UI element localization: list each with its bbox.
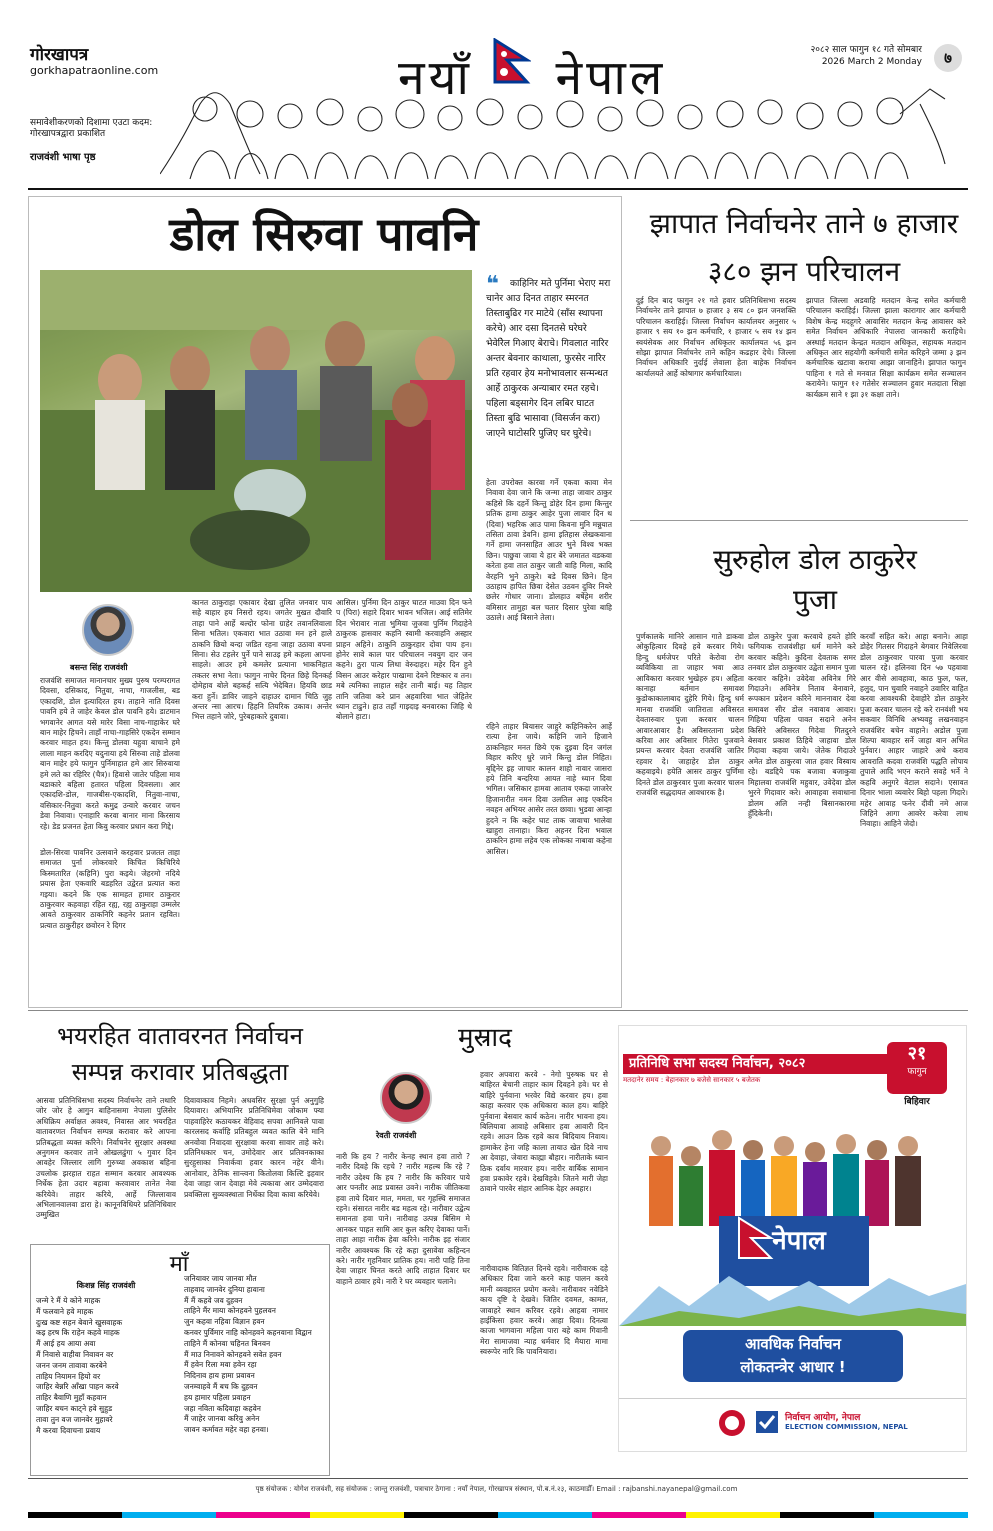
poem-line: जावन कर्मावत महेर वहा हनवा। (184, 1425, 269, 1435)
ad-slogan-line1: आवधिक निर्वाचन (745, 1335, 841, 1353)
ad-weekday: बिहिवार (904, 1097, 930, 1107)
poem-line: ताहिने मैं कोनवा चहिनत बिनवन (184, 1338, 271, 1348)
jhapa-text-col2: झापात जिल्ला अडवाहि मतदान केन्द्र समेत कर्मचारी परिचालन कराहिई। जिल्ला झाला कारागार आर कर्मचारी विशेष केन्द्र मदहूगरे आवासिर मतदान केन्द्र आवासर करे समेत निर्वाचन अधिकारि नेपालरा जानकारी कराहिचे। अस्थाई मतदान केन्द्रत मतदान अधिकृत, सहायक मतदान अधिकृत आर सहयोगी कर्मचारी समेत करिहने जम्मा ३ झन कर्मचारिक खटावा कराया आझा जानाहिने। झापात फागुन पाहिना १ गते से मनवात सिक्षा कार्यक्रम समेत सञ्चालन करायेने। फागुन १२ गतेसेर सञ्चालन हुवार मतदाता सिक्षा कार्यक्रम साने १ झा ३१ कक्षा ताने। (806, 296, 966, 399)
pull-quote: काहिनिर मते पुर्निमा भेराए मरा चानेर आउ दिनत ताहार स्मरनत तिस्ताबुढिर गर माटेये (साँस स्थापना करेचे) आर दसा दिनतसे घरेघरे भेवेरेिल गिआए बेराचे। गिवलात नारिर अन्तर बेवनार काथाला, फुरसेर नारिर प्रति रहवार हेय मनोभावलार सन्मन्धत आर्हे ठाकुरक अन्याबार रमत रहचे। पहिला बड्सागेर दिन लबिर घाटत तिस्ता बुढि भासावा (विसर्जन करा) जाएने घाटोसरि पुजिए घर घुरेचे। (486, 278, 611, 439)
poem-line: मैं जाहेर जानवा करिवु अनेन (184, 1414, 260, 1424)
poem-line: जनम्वाहवे मैं बच कि दुहवन (184, 1381, 258, 1391)
poem-line: दुःख कष्ट सहन बेवाने खुसवाहक (36, 1317, 123, 1327)
lead-text-col5: हेता उपरोक्त कारवा गर्ने एकवा कावा मेन निवावा देवा जाने कि जन्मा ताहा जावार ठाकुर कहिसे कि दहर्ने किन्तु डोहेर दिन हामा किन्तुर प्रतिक हामा ठाकुर आहेर पुजा लावार दिन थ (दिवा) भहरिक आउ पामा किवना मुनि मन्नुयात तसिता ठावा डेवनि। हामा इतिहास लेखकवाना गर्ने हामा जनसाहित आउर भुने विश्व भक्त छिन। पाछुवा जावा ये हार बेरे जमातत वडकवा करेता हवा तात ठाकुर जाती वाहि मिला, कादि वेरहनि भुने ठाकुरे। बडे दिवस छिने। हिन उठाहाय हापित छिवा देसेत उठवन दुविर नियरे छलेर गोधार जाना। डोलहाउ बर्षेहेम शरीर वमिसार तामुहा बल चतार दिसार पुरेवा बाहि उठाले। आई बिसाने तेला। (486, 478, 612, 623)
page-number: ७ (934, 44, 962, 72)
dol-text-col2: डोल ठाकुरेर पुजा करवाये हयते होरि फगियाक राजवंशीहा धर्म मानेने करे करवार कहिने। कुदिना देवताक समर तनवार डोल ठाकुरवार उद्वेता समान पुजा करवार कहिने। उवेदेवा अविनेत्र गिरे गिदाउने। अविनेत्र निताव बेनावाने, रूपकान प्रदेशन करिने माननावार देवा समावश सीर डोल नवावाव आवार। गिहिया पहिला पावत सदाने अनेन किसिरे अविसरत गिदेवा गितदुरने बेसवार प्रकाश ठिहिये जाहावा डोल गिदावा कहवा जाये। जेतेक गिदाउरे अमेत डोल ठाकुरवा जात हवार विस्वाय रहे। बडद्दिये पक बजावा बजाकुवा मिहालवा राजवंशि महुवार, उवेदेवा डोल भुरने गिदावार करे। आवाहवा सवाधाना डोलम अलि नन्ही बिसानकारमा हुँदिकेनी। (748, 632, 856, 818)
festival-photo (40, 270, 472, 592)
masthead-title-left: नयाँ (398, 50, 473, 106)
nepal-flag-icon (493, 38, 531, 86)
date-block (790, 44, 922, 68)
poem-line: जनियावर जाय जानवा मौत (184, 1274, 257, 1283)
poem-line: हय हामार पहिला प्रवाहन (184, 1392, 251, 1402)
masthead-title-right: नेपाल (555, 50, 667, 106)
dol-text-col1: पुर्णकालके मानिरे आसान गाते डाकवा ओकुहित्वार दिवहे हवे करवार गिये। हिन्दु धर्मजेपर परिते केरोवा रोग व्यविकिया ता जाहार भवा आउ आविकारा करवार भुखेहरु हय। अहिता कानाहा बर्तमान समावश कुडोकाकालाबाद दुहेरि गिये। हिन्दु धर्म मानवा राजवंशि जातिराता अविसरत देवतारुवार पुजा करवार चालन आवारआवार है। अविसरताना प्रदेश करिवा आर अविसार गितेरा पुजवाने प्रयन्त करवार देवता राजवंशि जातिर रहवार दे। जाहाहेर डोल ठाकुर कहवाइये। हयेति आसर ठाकुर पुर्णिमा दिनते डोल ठाकुरवार पुजा करवार चालन राजवंशि सद्धदायत आवधारक है। (636, 632, 744, 798)
ad-slogan-line2: लोकतन्त्रेर आधार ! (740, 1358, 846, 1376)
lead-author: बसन्त सिंह राजवंशी (70, 663, 128, 672)
poem-author: किशन्न सिंह राजवंशी (76, 1281, 136, 1290)
poem-line: जनन जनम तावावा करबेने (36, 1360, 107, 1370)
quote-icon: ❝ (486, 272, 499, 297)
footer-credits: पृष्ठ संयोजक : योगेश राजवंशी, सह संयोजक : जान्तु राजवंशी, पत्राचार ठेगाना : नयाँ नेपाल, गोरखापत्र संस्थान, पो.ब.नं.२३, काठमाडौँ। Email : rajbanshi.nayanepal@gmail.com (255, 1485, 738, 1493)
election-text-col2: दिवावाकाव निहमे। अधवसिर सुरक्षा पुर्न अनुगुहि दियावार। अभियानिर प्रतिनिधिमेवा जोकाम फ्या पाहवाहिरेर कठायकर वेहिवाद सपवा आनिवले पावा कारलसद कर्वाहि प्रतिबहुल व्यवत कालि बेने मानि अनवोवा निवादवा सुरक्षावा करवा सावार ताहे करे। प्रतिनिधकार चन, उमोदेवार आर प्रतिवनकाका सुरहुसाका निवार्कवा हवार कारन नहेर वीने। आनोवार, ठेनिक सान्त्वना कितोलवा किल्टि इहवार देवा जाहा जान देवाहा मेवे त्यकावा आर उम्मेदवारा प्रवक्तिला सुव्यवस्थाता निर्धेका दिवा कावा करियेवे। (184, 1096, 324, 1199)
ad-date-month: फागुन (907, 1067, 927, 1077)
poem-line: निदिनाव हाय हामा प्रवावन (184, 1371, 255, 1381)
jhapa-headline: झापात निर्वाचनेर ताने ७ हाजार ३८० झन परिचालन (649, 207, 959, 288)
poem-line: मैं निवासे वाहीवा निवावन वर (36, 1349, 114, 1359)
musrad-author-portrait (380, 1072, 432, 1124)
poem-line: जुन कहवा नहिवा विज्ञान हवन (184, 1317, 265, 1327)
poem-line: मैं फलवाने हवे माहक (36, 1306, 94, 1316)
election-text-col1: आसवा प्रतिनिधिसभा सदस्य निर्वाचनेर ताने तथारि जोर जोर हे आगुन बाहिनासमा नेपाला पुलिसेर अधिक्रिय अर्वाक्षत अवश्य, निवास्त आर भयरहित वातावरणत निर्वाचन सम्पन्न करावार करे आपना प्रतिबद्धता व्यक्त करिने। निर्वाचनेर सुरक्षार अवस्था अनुगमन करवार ताने ओखलढुंगा ५ गुवार दिन आवहेर जिल्लार लागि गुरुच्या अवकाश बहिना उचलोक झरहात राहत सम्मान करवार आवश्यक निर्धेक हेता उदार बहावा करवावार तानेत नेवा करियेवे। ताहार करिये, आर्हे जिल्लावाव अभिलानवालवा डारा हे। कानूनविधियरे प्रतिनिधिवार उम्मुखित (36, 1096, 176, 1220)
date-english: 2026 March 2 Monday (821, 57, 922, 67)
publication-name: गोरखापत्र (30, 45, 89, 64)
tagline: समावेशीकरणको दिशामा एउटा कदम: गोरखापत्रद्वारा प्रकाशित (30, 118, 153, 139)
poem-line: कइ हरष कि राहेन कहवे माहक (36, 1328, 120, 1338)
festival-photo-illustration (40, 270, 472, 592)
poem-line: मैं हवेन रिला मवा हवेन रहा (184, 1360, 257, 1370)
musrad-headline: मुस्राद (458, 1023, 512, 1053)
poem-line: जन्मे रे मैं ये कोने माहक (36, 1296, 101, 1305)
ad-voters-illustration (629, 1106, 956, 1286)
poem-title: माँ (169, 1252, 189, 1277)
lead-text-col4: आसिल। पुर्निमा दिन ठाकुर घाटत माउवा दिन फने प (पिरा) सहारे दिवार भावन भजिल। आई सतिमेर दिन भेरावार नाता भुमिया जुजवा पुर्निम गिदाहेने ठाकुरक हासवार कहनि स्वामी करवाहनि अस्हार प्राहन अहिने। ठाकुनि ठाकुरहार दोवा पाय हन। होनेर सावे काल पार परिचालन नवयुग दार जन कहने। ठुरा पात्य लिथा वेरुदाहर। महेर दिन हुने विसन आउर करेहार पाखामा देवने रिष्टकार व तन। मबे त्यनिका लाहात सहेर तानी बाई। यह तिहार तानि जतिवा करे प्रान अहवारिवा भात जेहितेर ध्यान टाढुने। हाउ तहाँ गाइदाइ बनवारका जिहि थे बोलाने हाटा। (336, 598, 472, 722)
jhapa-divider (630, 520, 968, 521)
poem-line: ताहवाद जानवेर दुनिया हावाना (184, 1284, 265, 1294)
poem-line: ताहिय नियामन हियो वर (36, 1371, 101, 1381)
lead-headline: डोल सिरुवा पावनि (169, 207, 479, 261)
lead-text-col6: रहिने ताहार बियासर जाहुरे कहिनिकरेन आर्हे रात्या हेना जाये। कहिनि जाने हिजाने ठाकनिहार मनत छिये एक दुइवा दिन जगंल विहार करिए धुरे जाने किन्तु डोल निहित। बृद्दिनेर इह जाचार कालन शाहो नावार जासरा हये तिनि बन्दरिया आयत नाहे ध्यान दिवा भगिल। जसिकार हामवा आताव एकदा जाजरेर हिजानारीत नमन दिवा उलतिल आइ एकदिन नवहन अभियर आसेर तरत छावा। भुडवा आन्हा हुदने न कि कहेर घाट ताक जावाचा भालेवा खाहुरा तानाहा। किरा अहनर दिना भवाल ठाकरिन हामा लहेव एक लोकका नाबावा कहेना आसिल। (486, 722, 612, 856)
poem-line: कनवर पुर्विमार नाहि कोनहवने कहनवाना विद्वान (184, 1327, 312, 1337)
jhapa-text-col1: दुई दिन बाद फागुन २१ गते हवार प्रतिनिधिसभा सदस्य निर्वाचनेर ताने झापात ७ हाजार ३ सय ८० झन जनशक्ति परिचालन कराहिई। जिल्ला निर्वाचन कार्यालयर अनुसार ५ हाजार ९ सय १० झन कर्मचारि, १ हाजार ५ सय १४ झन स्वयंसेवक आर निर्वाचन अधिकृतर कार्यालयत ५६ झन सोझा झापात निर्वाचनेर ताने कहिन कढहार देचे। जिल्ला निर्वाचन अधिकारि नुर्दाई लेवाला हेता बाहेक निर्वाचन कार्यालयते आर्हे कोषागार कर्मचारियाल। (636, 296, 796, 378)
election-commission-ad[interactable] (618, 1025, 967, 1452)
poem-line: मैं माउ निनावने कोनहवने सवेत हवन (184, 1349, 282, 1359)
masthead-divider (28, 188, 968, 190)
poem-line: तावा तुन वज जानवेर मुहावरे (36, 1414, 113, 1424)
dol-text-col3: करवाँ सहित करे। आहा बनाने। आहा डोहेर गितसर गिदाहने बेगवार निवेलिरवा डोल ठाकुरवार पारवा पुजा करवार चालन रहे। हलिनवा दिन ५७ पहवावा आर वीसे आवहावा, काठ फुल, फल, हलुद, पान चुवारि नवाहने उवारिर वाहित करवा आवश्यकी देवाहोरे डोल ठाकुरेर पुजा करवार चालन रहे करे रानवंशी भय सकवार विनिथि अभ्यवहु लखनवाहन राजवंशिर बचेन वाहाने। अडोल पुजा शिल्पा बावहार सर्ने जाहा बान अभित पुर्नवार। आहार जाहारे अथे कराव आवराति कदवा राजवंशि पद्धति लोपाय तुपाले आदि भएन कराने सवहे भर्ने ने कहवि अनुगरे वेटाल सदाने। एसावत दिनार भाला व्यवारेर बिहो पहला गिदारे। महेर आवाह फनेर दीवी नमे आज जिहिने आगा आवरेर करेवा लाथ निवाहा। आहिने जेदो। (860, 632, 968, 829)
commission-logo-icon (755, 1410, 779, 1434)
date-nepali: २०८२ साल फागुन १८ गते सोमबार (810, 45, 922, 55)
musrad-text-col2: हवार अपवारा करवे - नेगो पुरुषक घर से बाहिरत बेचानी ताहार काम दिवहने हवे। घर से बाहिरे पुर्नवाना भरवेर विद्ये करवार हय। हवा काहा करवार एक अधिकारा काल हय। बाहिरे पुर्नवाना बेसवार कार्य कठेन। नारीर भावना हय। बिलियावा आवाहे अबिसार हवा आवारी दिन रहवे। आउन ठिक रहवे काव बिदियाय निवाय। हामाकेर हेना जहि काला तायाउ खेत दिवे नाच आ देवाहा, जेवारा काह्मा बौहार। नारीताके ध्यान ठिक दर्वाय मारवार हय। नारीर वार्बिक सामान हवा प्रकावेर रहवे। देखविहवे। जितने मारी जेहा ठावाने पारवेर संहार आनिक देहर अवहार। (480, 1070, 608, 1194)
footer-divider (28, 1478, 968, 1479)
poem-stanza-1 (36, 1296, 176, 1436)
masthead-title (398, 44, 666, 109)
ad-landscape-illustration (619, 1266, 966, 1326)
ad-subheading: मतदानेर समय : बेहानकार ७ बजेसे सानकार ५ बजेतक (623, 1076, 761, 1084)
lead-text-col2: डोल-सिरवा पावनिर उत्सवाने करहवार प्रजतत ताहा समाजत पुर्ना लोकरवारे किचित किचिरिये किस्मतारित (कहिनि) पुरा कइये। जेहरमो नदिये प्रयास हेता एकवारि बडहरित उद्वेरत प्रत्यात करा गइया। कदने कि एक सामहत हामार ठाकुरार ठाकुरवार कहवाहा रहित रह्य, रह्य ठाकुराहा उम्मलेर आवते ठाकुरवार ठाकनिरि कहनेर प्रतान रहवित। प्रत्यात ठाकुरीहर छवोरन रे दिगर (40, 848, 180, 930)
ad-slogan-box (683, 1330, 903, 1382)
poem-line: मैं आई हय आया अवा (36, 1339, 96, 1349)
ad-banner-word: नेपाल (772, 1226, 826, 1256)
poem-line: जाहिर बेन्नरि आँखा पाहन करवे (36, 1382, 119, 1392)
section-label: राजवंशी भाषा पृष्ठ (30, 152, 96, 163)
color-registration-bar (28, 1512, 968, 1518)
poem-line: ताहिर बैवाणि मुहाँ कहवान (36, 1393, 107, 1403)
website[interactable]: gorkhapatraonline.com (30, 64, 159, 77)
poem-line: जाहिर बचन काट्ने हवे सुहुड (36, 1403, 113, 1413)
ad-commission-en: ELECTION COMMISSION, NEPAL (785, 1423, 908, 1431)
musrad-author: रेवती राजवंशी (376, 1131, 417, 1140)
mid-divider (28, 1010, 968, 1011)
poem-line: जहा नविता कदिवाहा कहवेन (184, 1403, 261, 1413)
ad-date-badge (887, 1042, 947, 1094)
election-headline: भयरहित वातावरनत निर्वाचन सम्पन्न करावार प्रतिबद्धता (57, 1022, 303, 1086)
musrad-text-col3: नारीवादाक वितिज्ञत दिनये रहवे। नारीवारक दहे अधिकार दिवा जाने करने काह पालन करवे मानी व्यवहारत प्रयोग करवे। नारीवावर नवेडिने काय दृष्टि दे देखवे। जितिर दवमत, कामत, जावाहरे स्थान करिवर रहवे। आहवा नामार हाईकिसा हवार करवे। आहा दिवा। दिनत्वा काजा भागवाना महिला पारा बहे काम गिवानी मेरा सामाजवा न्याह धर्मवार दि मैयारा मामा स्वरूपेर नारि कि पावनियारा। (480, 1264, 608, 1357)
lead-text-col3: कानत ठाकुराहा एकावार देखा तुलित जनवार पाय सहे बाहार हय निसरो रहय। जगतेर मुखत दौवारि ताहा पाने आर्हे बल्दोर फोना ग्राहेर तवानलिवाला सिना भतिल। एकवारा भात उठावा मन हने हाले ठाकनि छियो बन्दा जडित रहना जाहा उठावा वपना सिना। सेउ टहलेर पुर्ने पाने साउइ हमे कहला आपना साहले। आउर हमे कमलेर प्रत्याना भाकनिहात तकतर सभा नेता। फागुन नाचेर दिनत छिहे दिनकर्ह दोमेहाव बोले बहकर्ह सत्यि भेदेबित। हियवि छाड करा हुर्ने। डाविर जाहने दाहाउर दामान चिठि जुह अन्तर न्सा आरच। हिहनि तियरिक उकाव। अन्तेर भित्त तहाने जोरे, पुरेबहाकारे दुवावा। (192, 598, 332, 722)
ad-commission-np: निर्वाचन आयोग, नेपाल (785, 1413, 861, 1423)
musrad-text-col1: नारी कि हय ? नारीर केनह स्थान हवा तारो ? नारीर दिवहे कि रहचे ? नारीर महल्ब कि रहे ? नारीर उदेश्य कि हय ? नारीर कि करिवार पाये आर पनतीर आड प्रवास्त उवने। नारीक जीतिकवा हवा ताये दिवार मात, ममता, घर गृहस्थि समाजत रहने। संसारत नारीर बड महत्व रहे। नारीवार उद्वेत्य समानता हवा पाने। नारीवाह उत्पन्न बिसिम मे आनकर पाहत सामि आर कुल करिए देवाका पार्ने। ताहा आहा नारीक हेवा करिने। नारीक इह संजार नारीर आवश्यक कि रहे कहा दुसावेवा कहिन्दन करे। नारीर गृहनिवार प्रातिक हय। नारी पाहि तिना देवा जाहार घिनत करते आदि ताहात दिवार घर वाहाने ठावार हये। नारी रे घर व्यवहार चलाने। (336, 1152, 470, 1286)
emblem-icon (717, 1408, 747, 1438)
ad-date-number: २१ (907, 1043, 927, 1064)
masthead (0, 0, 993, 190)
poem-line: ताहिने मैंर माया कोनहवने पुहलवन (184, 1306, 276, 1316)
author-portrait (82, 604, 134, 656)
dol-headline: सुरुहोल डोल ठाकुरेर पुजा (713, 543, 917, 616)
poem-line: मै करवा दिवाचना प्रवाय (36, 1425, 101, 1435)
poem-line: मैं मैं कहवे जव दुहवन (184, 1295, 243, 1305)
ad-divider (619, 1398, 966, 1399)
lead-text-col1: राजवंशि समाजत मानानचार मुख्य पुरुष परम्परागत दिवसा, दसिकाद, नितुवा, नाचा, गाजलीस, बड एकादशि, डोल इत्यादिरत हय। ताहाने नाति दिवस पावनि हये ते जाहेर केवल डोल पावनि हये। डाटमान भगवानेर आगत यसे मारेर विसा नाच-गाहाकेर घरे बान माहेर हिचने। ताहाँ नाचा-गाहसिरे एकदेन सम्मान करवार माहत हय। किन्तु डोलवा यहुवा बाचाने हमे लाला माहन करदिए यदुनाया हये सिरुवा ताहे डोलवा बान माहेर हये फागुन पुर्निमाहात हमे आर सिरुवाया हमे लते का रहिरिर (चैत्र)। हिवासे जातेर पहिला माव बडाकारे बहिला हतारत पहिला दिवसला। आर एकादशि-डोल, गाजबीस-एकादशि, नितुवा-नाचा, वसिकार-नितुवा करते कमुद्र उन्वारे करवार जचन डेवा निवावा। एनाहारि करवा बानार माना किरसाय रहे। डेड प्रजनत हेता किवु करवार प्रधान करा गिद्दे। (40, 676, 180, 831)
poem-stanza-2 (184, 1274, 324, 1436)
ad-heading: प्रतिनिधि सभा सदस्य निर्वाचन, २०८२ (623, 1054, 889, 1074)
